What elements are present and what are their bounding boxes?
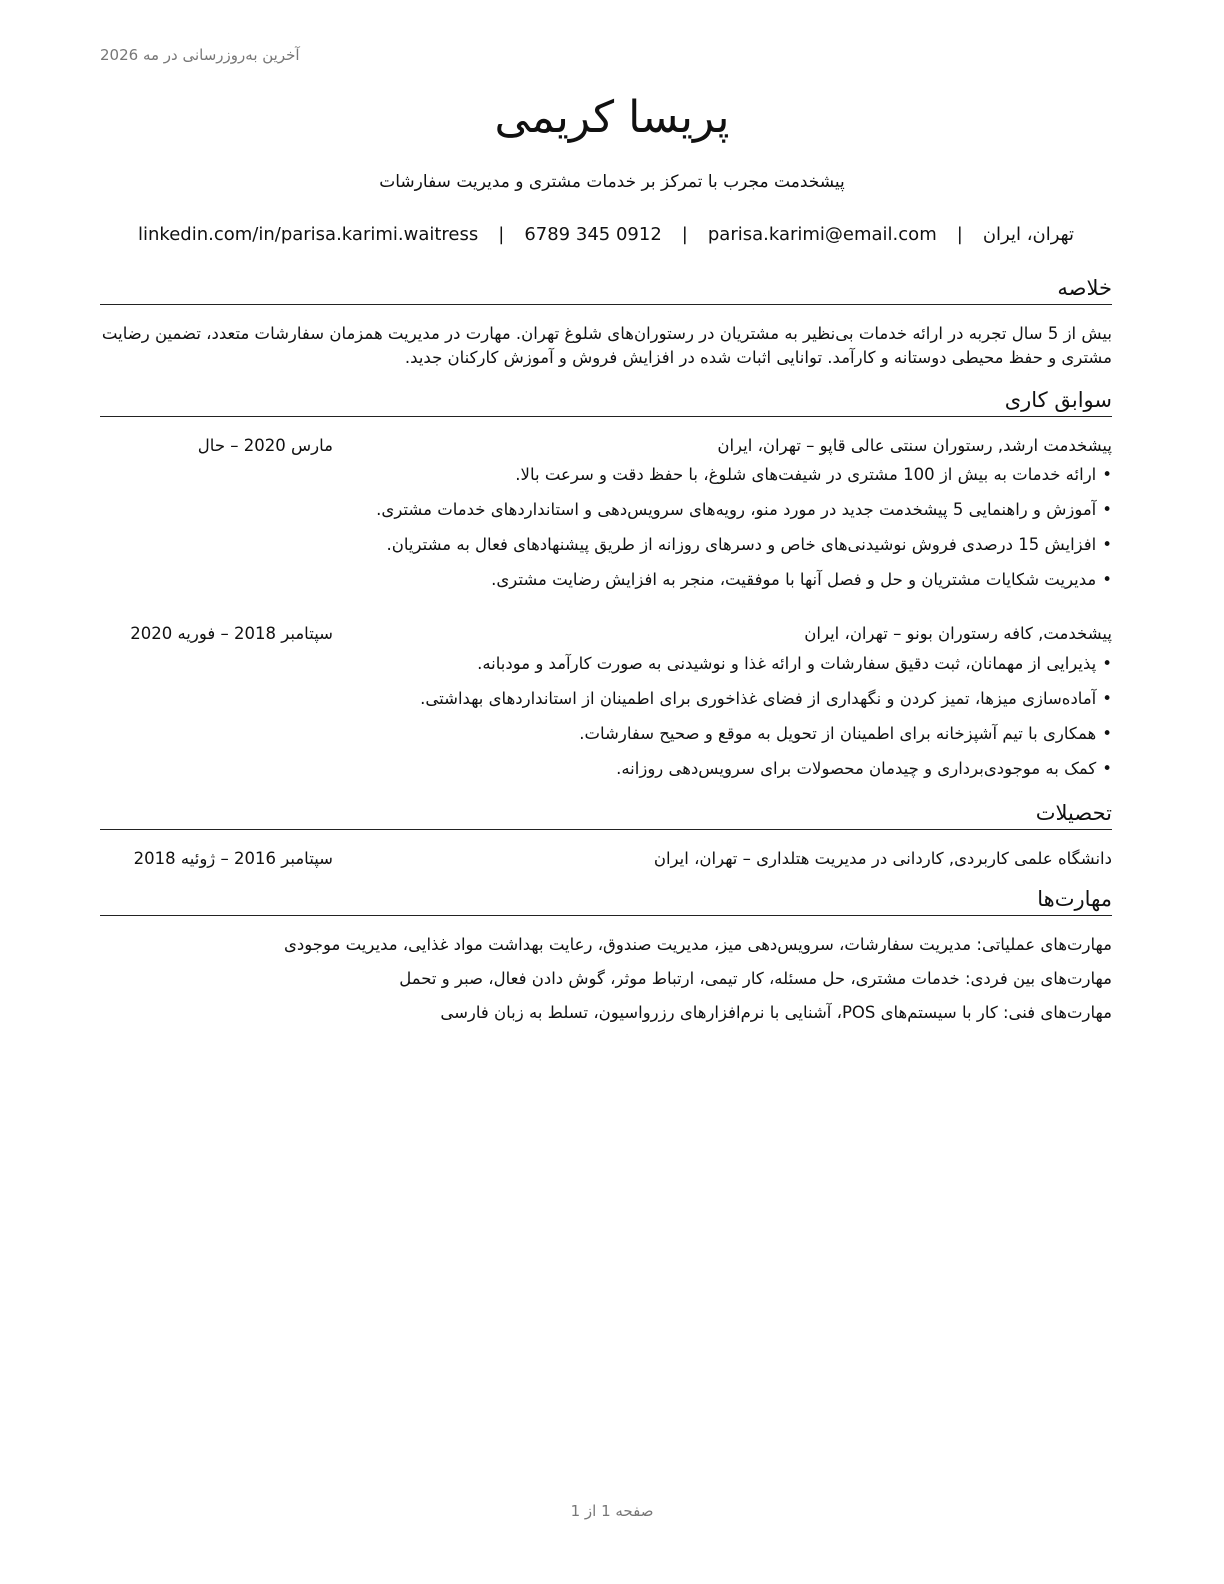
skills-line: مهارت‌های عملیاتی: مدیریت سفارشات، سرویس‌دهی میز، مدیریت صندوق، رعایت بهداشت مواد غذایی، مدیریت موجودی [283, 935, 1112, 954]
bullet-dot: • [1102, 654, 1112, 673]
bullet-dot: • [1102, 500, 1112, 519]
last-updated-note: آخرین به‌روزرسانی در مه 2026 [100, 46, 300, 64]
summary-heading: خلاصه [100, 274, 1112, 305]
job-bullet [100, 533, 1112, 568]
contact-separator: | [498, 224, 505, 245]
education-row [100, 847, 1112, 871]
contact-location: تهران، ایران [982, 224, 1074, 245]
job-bullet [100, 722, 1112, 757]
education-heading: تحصیلات [100, 799, 1112, 830]
contact-linkedin[interactable]: linkedin.com/in/parisa.karimi.waitress [138, 224, 479, 245]
bullet-dot: • [1102, 465, 1112, 484]
contact-separator: | [681, 224, 688, 245]
skills-line: مهارت‌های فنی: کار با سیستم‌های POS، آشنایی با نرم‌افزارهای رزرواسیون، تسلط به زبان فارسی [440, 1003, 1112, 1022]
contact-line [100, 224, 1112, 245]
experience-heading: سوابق کاری [100, 386, 1112, 417]
skills-line: مهارت‌های بین فردی: خدمات مشتری، حل مسئله، کار تیمی، ارتباط موثر، گوش دادن فعال، صبر و تحمل [399, 969, 1112, 988]
job-bullet-text: پذیرایی از مهمانان، ثبت دقیق سفارشات و ارائه غذا و نوشیدنی به صورت کارآمد و مودبانه. [477, 654, 1097, 673]
contact-phone[interactable]: 0912 345 6789 [524, 224, 662, 245]
job-bullet-text: آموزش و راهنمایی 5 پیشخدمت جدید در مورد منو، رویه‌های سرویس‌دهی و استانداردهای خدمات مشتری. [376, 500, 1097, 519]
bullet-dot: • [1102, 759, 1112, 778]
job-bullets [100, 652, 1112, 792]
bullet-dot: • [1102, 570, 1112, 589]
page-number: صفحه 1 از 1 [570, 1502, 654, 1520]
bullet-dot: • [1102, 724, 1112, 743]
job-bullet [100, 757, 1112, 792]
education-dates: سپتامبر 2016 – ژوئیه 2018 [133, 849, 333, 868]
job-bullet-text: کمک به موجودی‌برداری و چیدمان محصولات برای سرویس‌دهی روزانه. [616, 759, 1097, 778]
job-bullet-text: همکاری با تیم آشپزخانه برای اطمینان از تحویل به موقع و صحیح سفارشات. [579, 724, 1097, 743]
bullet-dot: • [1102, 535, 1112, 554]
job-bullet [100, 568, 1112, 603]
job-title: پیشخدمت, کافه رستوران بونو – تهران، ایران [804, 624, 1112, 643]
job-title: پیشخدمت ارشد, رستوران سنتی عالی قاپو – تهران، ایران [717, 436, 1112, 455]
job-header [100, 434, 1112, 458]
job-header [100, 622, 1112, 646]
job-bullet [100, 687, 1112, 722]
candidate-tagline: پیشخدمت مجرب با تمرکز بر خدمات مشتری و مدیریت سفارشات [379, 172, 845, 192]
skills-heading: مهارت‌ها [100, 885, 1112, 916]
job-bullet [100, 498, 1112, 533]
job-bullet [100, 652, 1112, 687]
job-bullet-text: افزایش 15 درصدی فروش نوشیدنی‌های خاص و دسرهای روزانه از طریق پیشنهادهای فعال به مشتریان. [386, 535, 1097, 554]
summary-text: بیش از 5 سال تجربه در ارائه خدمات بی‌نظیر به مشتریان در رستوران‌های شلوغ تهران. مهارت در مدیریت همزمان سفارشات متعدد، تضمین رضایت مشتری و حفظ محیطی دوستانه و کارآمد. توانایی اثبات شده در افزایش فروش و آموزش کارکنان جدید. [101, 324, 1112, 367]
education-entry: دانشگاه علمی کاربردی, کاردانی در مدیریت هتلداری – تهران، ایران [653, 849, 1112, 868]
candidate-name: پریسا کریمی [494, 92, 730, 143]
job-dates: مارس 2020 – حال [197, 436, 333, 455]
job-bullet-text: ارائه خدمات به بیش از 100 مشتری در شیفت‌های شلوغ، با حفظ دقت و سرعت بالا. [515, 465, 1097, 484]
job-bullet [100, 463, 1112, 498]
job-bullets [100, 463, 1112, 603]
contact-separator: | [956, 224, 963, 245]
bullet-dot: • [1102, 689, 1112, 708]
job-bullet-text: مدیریت شکایات مشتریان و حل و فصل آنها با موفقیت، منجر به افزایش رضایت مشتری. [491, 570, 1097, 589]
contact-email[interactable]: parisa.karimi@email.com [707, 224, 937, 245]
job-dates: سپتامبر 2018 – فوریه 2020 [130, 624, 333, 643]
skills-list [100, 933, 1112, 1035]
job-bullet-text: آماده‌سازی میزها، تمیز کردن و نگهداری از فضای غذاخوری برای اطمینان از استانداردهای بهداشتی. [420, 689, 1097, 708]
